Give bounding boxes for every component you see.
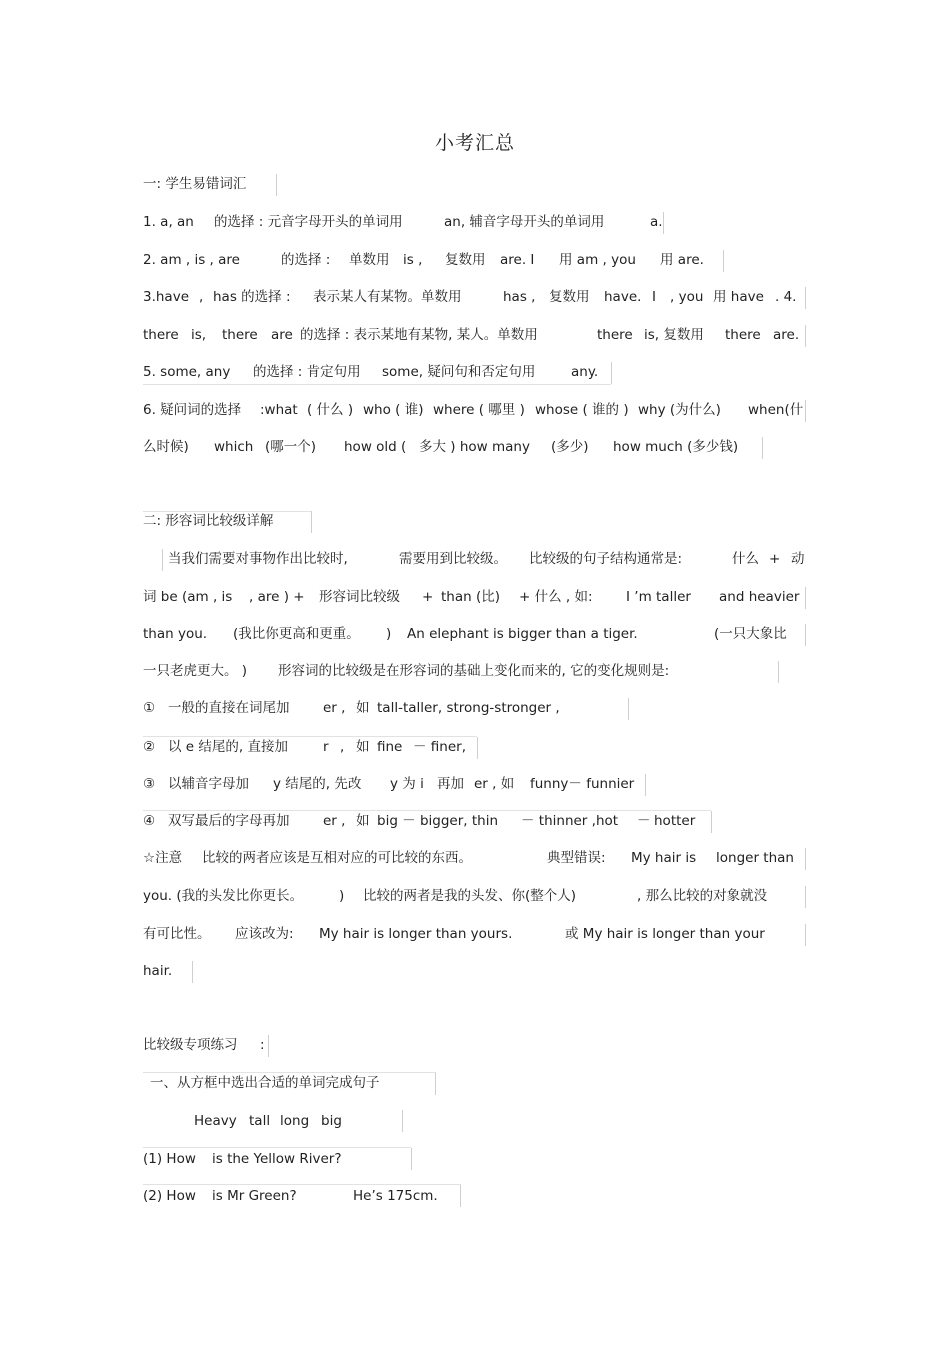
divider [778,661,779,683]
text: (一只大象比 [714,626,787,642]
text: 的选择 : 肯定句用 [253,364,361,380]
divider [805,924,806,946]
text: why (为什么) [638,402,721,418]
text: than (比) [441,589,501,605]
text: 一只老虎更大。 ) [143,663,248,679]
divider [143,1184,461,1185]
text: 么时候) [143,439,189,455]
section-heading-text: 一: 学生易错词汇 [143,176,247,192]
text: , [340,739,345,755]
text: I [652,289,656,305]
text: er , [323,813,346,829]
text: ② [143,739,156,755]
divider [162,549,163,571]
divider [460,1185,461,1207]
divider [402,1110,403,1132]
text: are [271,327,293,343]
divider [411,1148,412,1170]
text: than you. [143,626,208,642]
text: ④ [143,813,156,829]
divider [762,437,763,459]
text: , you [670,289,704,305]
section-heading-text: 二: 形容词比较级详解 [143,513,274,529]
text: I ’m taller [626,589,691,605]
text: where ( 哪里 ) [433,402,525,418]
text: － finer, [413,739,466,755]
text: which [214,439,254,455]
text: 多大 ) how many [419,439,530,455]
text: 如 [356,739,370,755]
text: who ( 谁) [363,402,424,418]
text: 如 [356,700,370,716]
text: there [143,327,179,343]
text: whose ( 谁的 ) [535,402,629,418]
text: My hair is [631,850,697,866]
text: r [323,739,329,755]
text: how much (多少钱) [613,439,739,455]
divider [477,737,478,759]
text: － thinner ,hot [521,813,619,829]
text: 6. 疑问词的选择 [143,402,242,418]
text: , [199,289,204,305]
text: 比较的两者是我的头发、你(整个人) [363,888,577,904]
text: there [725,327,761,343]
divider [805,886,806,908]
text: has 的选择 : [213,289,291,305]
text: 的选择 : 表示某地有某物, 某人。单数用 [300,327,538,343]
text: 形容词的比较级是在形容词的基础上变化而来的, 它的变化规则是: [278,663,670,679]
text: 典型错误: [547,850,606,866]
text: you. (我的头发比你更长。 [143,888,304,904]
text: some, 疑问句和否定句用 [382,364,536,380]
text: 单数用 [349,252,390,268]
text: an, 辅音字母开头的单词用 [444,214,605,230]
text: 的选择 : 元音字母开头的单词用 [214,214,403,230]
divider [611,362,612,384]
divider [723,250,724,272]
text: is Mr Green? [212,1188,297,1204]
divider [805,587,806,609]
text: 应该改为: [235,926,294,942]
text: , are ) + [249,589,305,605]
text: ) [386,626,392,642]
text: + 什么 , 如: [519,589,593,605]
divider [435,1073,436,1095]
text: :what [260,402,298,418]
word-option: big [321,1113,342,1129]
text: ① [143,700,156,716]
text: + [769,551,781,567]
divider [143,1147,411,1148]
divider [628,698,629,720]
text: 用 am , you [559,252,636,268]
text: ( 什么 ) [307,402,354,418]
text: has , [503,289,536,305]
text: , 那么比较的对象就没 [637,888,768,904]
text: － [637,813,651,829]
text: 以辅音字母加 [168,776,249,792]
text: 有可比性。 [143,926,211,942]
text: longer than [716,850,794,866]
text: there [222,327,258,343]
text: ) [339,888,345,904]
text: 动 [791,551,805,567]
text: (哪一个) [265,439,317,455]
text: is , [403,252,423,268]
text: An elephant is bigger than a tiger. [407,626,638,642]
text: : [260,1037,265,1053]
text: 以 e 结尾的, 直接加 [168,739,288,755]
divider [143,511,311,512]
text: 形容词比较级 [319,589,400,605]
text: 复数用 [549,289,590,305]
text: funny－ funnier [530,776,635,792]
text: y 结尾的, 先改 [273,776,362,792]
divider [805,624,806,646]
divider [268,1035,269,1057]
text: 或 My hair is longer than your [565,926,765,942]
text: how old ( [344,439,407,455]
text: 复数用 [445,252,486,268]
text: and heavier [719,589,800,605]
text: fine [377,739,403,755]
text: have. [604,289,642,305]
text: is, 复数用 [644,327,704,343]
text: er , [323,700,346,716]
text: 需要用到比较级。 [399,551,507,567]
text: 比较的两者应该是互相对应的可比较的东西。 [202,850,472,866]
word-option: long [280,1113,310,1129]
text: (2) How [143,1188,196,1204]
text: is the Yellow River? [212,1151,342,1167]
divider [192,961,193,983]
text: 3.have [143,289,190,305]
text: hair. [143,963,173,979]
text: 双写最后的字母再加 [168,813,290,829]
text: 5. some, any [143,364,231,380]
divider [645,774,646,796]
text: 用 have [713,289,764,305]
text: any. [571,364,599,380]
word-option: Heavy [194,1113,237,1129]
divider [143,810,711,811]
text: are. I [500,252,535,268]
text: a. [650,214,663,230]
text: (我比你更高和更重。 [233,626,360,642]
text: 一、从方框中选出合适的单词完成句子 [150,1075,380,1091]
divider [805,287,806,309]
divider [143,384,611,385]
text: 的选择 : [281,252,331,268]
text: 2. am , is , are [143,252,240,268]
text: 什么 [732,551,759,567]
text: (1) How [143,1151,196,1167]
text: 用 are. [660,252,704,268]
divider [805,848,806,870]
text: y 为 i [390,776,424,792]
text: tall-taller, strong-stronger , [377,700,560,716]
text: . 4. [775,289,797,305]
text: is, [191,327,207,343]
text: big － bigger, thin [377,813,499,829]
text: My hair is longer than yours. [319,926,513,942]
divider [143,736,477,737]
text: er , 如 [474,776,515,792]
text: 如 [356,813,370,829]
text: 1. a, an [143,214,194,230]
text: 词 be (am , is [143,589,233,605]
text: (多少) [551,439,589,455]
divider [711,811,712,833]
text: when(什 [748,402,804,418]
text: + [422,589,434,605]
text: there [597,327,633,343]
divider [276,174,277,196]
text: hotter [654,813,696,829]
page-title: 小考汇总 [434,132,515,154]
word-option: tall [249,1113,271,1129]
text: ☆注意 [143,850,183,866]
text: are. [773,327,800,343]
text: 再加 [437,776,464,792]
divider [663,212,664,234]
text: 表示某人有某物。单数用 [313,289,462,305]
divider [805,325,806,347]
section-heading-text: 比较级专项练习 [143,1037,238,1053]
text: ③ [143,776,156,792]
text: 一般的直接在词尾加 [168,700,290,716]
divider [311,511,312,533]
divider [805,400,806,422]
text: He’s 175cm. [353,1188,438,1204]
text: 当我们需要对事物作出比较时, [168,551,348,567]
text: 比较级的句子结构通常是: [529,551,683,567]
